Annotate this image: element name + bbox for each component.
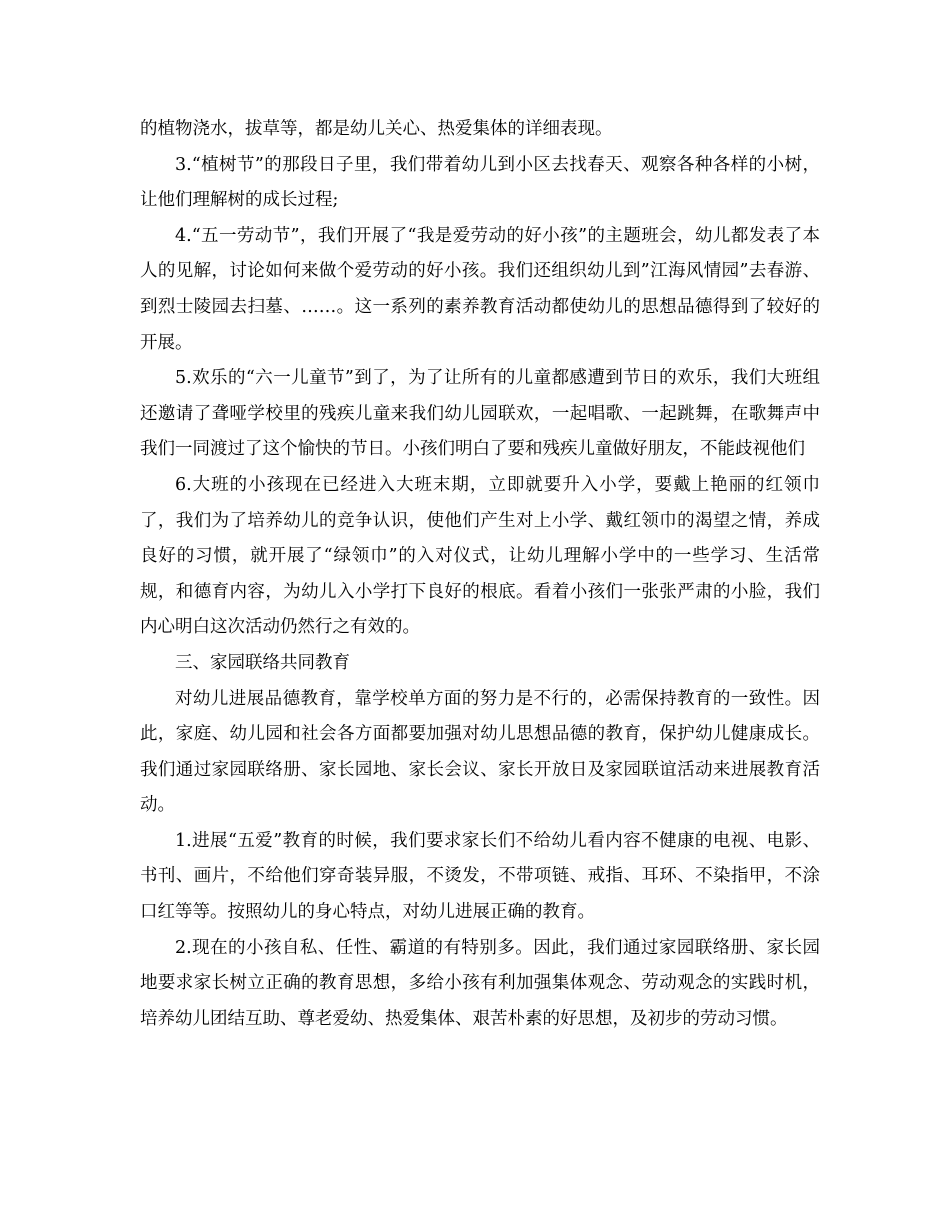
paragraph-item-1-five-loves: 1.进展“五爱”教育的时候，我们要求家长们不给幼儿看内容不健康的电视、电影、书刊、画片，不给他们穿奇装异服，不烫发，不带项链、戒指、耳环、不染指甲，不涂口红等等。按照幼儿的身心特点，对幼儿进展正确的教育。 [140,830,820,923]
paragraph-item-6-green-scarf: 6.大班的小孩现在已经进入大班末期，立即就要升入小学，要戴上艳丽的红领巾了，我们为了培养幼儿的竞争认识，使他们产生对上小学、戴红领巾的渴望之情，养成良好的习惯，就开展了“绿领巾”的入对仪式，让幼儿理解小学中的一些学习、生活常规，和德育内容，为幼儿入小学打下良好的根底。看着小孩们一张张严肃的小脸，我们内心明白这次活动仍然行之有效的。 [140,474,820,638]
paragraph-item-5-childrens-day: 5.欢乐的“六一儿童节”到了，为了让所有的儿童都感遭到节日的欢乐，我们大班组还邀请了聋哑学校里的残疾儿童来我们幼儿园联欢，一起唱歌、一起跳舞，在歌舞声中我们一同渡过了这个愉快的节日。小孩们明白了要和残疾儿童做好朋友，不能歧视他们 [140,368,820,460]
paragraph-item-2-parents: 2.现在的小孩自私、任性、霸道的有特别多。因此，我们通过家园联络册、家长园地要求家长树立正确的教育思想，多给小孩有利加强集体观念、劳动观念的实践时机，培养幼儿团结互助、尊老爱幼、热爱集体、艰苦朴素的好思想，及初步的劳动习惯。 [140,937,820,1029]
paragraph-section-intro: 对幼儿进展品德教育，靠学校单方面的努力是不行的，必需保持教育的一致性。因此，家庭、幼儿园和社会各方面都要加强对幼儿思想品德的教育，保护幼儿健康成长。我们通过家园联络册、家长园地、家长会议、家长开放日及家园联谊活动来进展教育活动。 [140,688,820,816]
paragraph-item-4-labor-day: 4.“五一劳动节”，我们开展了“我是爱劳动的好小孩”的主题班会，幼儿都发表了本人的见解，讨论如何来做个爱劳动的好小孩。我们还组织幼儿到”江海风情园”去春游、到烈士陵园去扫墓、……。这一系列的素养教育活动都使幼儿的思想品德得到了较好的开展。 [140,225,820,353]
paragraph-item-3-arbor-day: 3.“植树节”的那段日子里，我们带着幼儿到小区去找春天、观察各种各样的小树，让他们理解树的成长过程; [140,154,820,211]
paragraph-continued: 的植物浇水，拔草等，都是幼儿关心、热爱集体的详细表现。 [140,119,613,139]
document-body [140,112,820,1037]
section-heading: 三、家园联络共同教育 [175,652,350,673]
